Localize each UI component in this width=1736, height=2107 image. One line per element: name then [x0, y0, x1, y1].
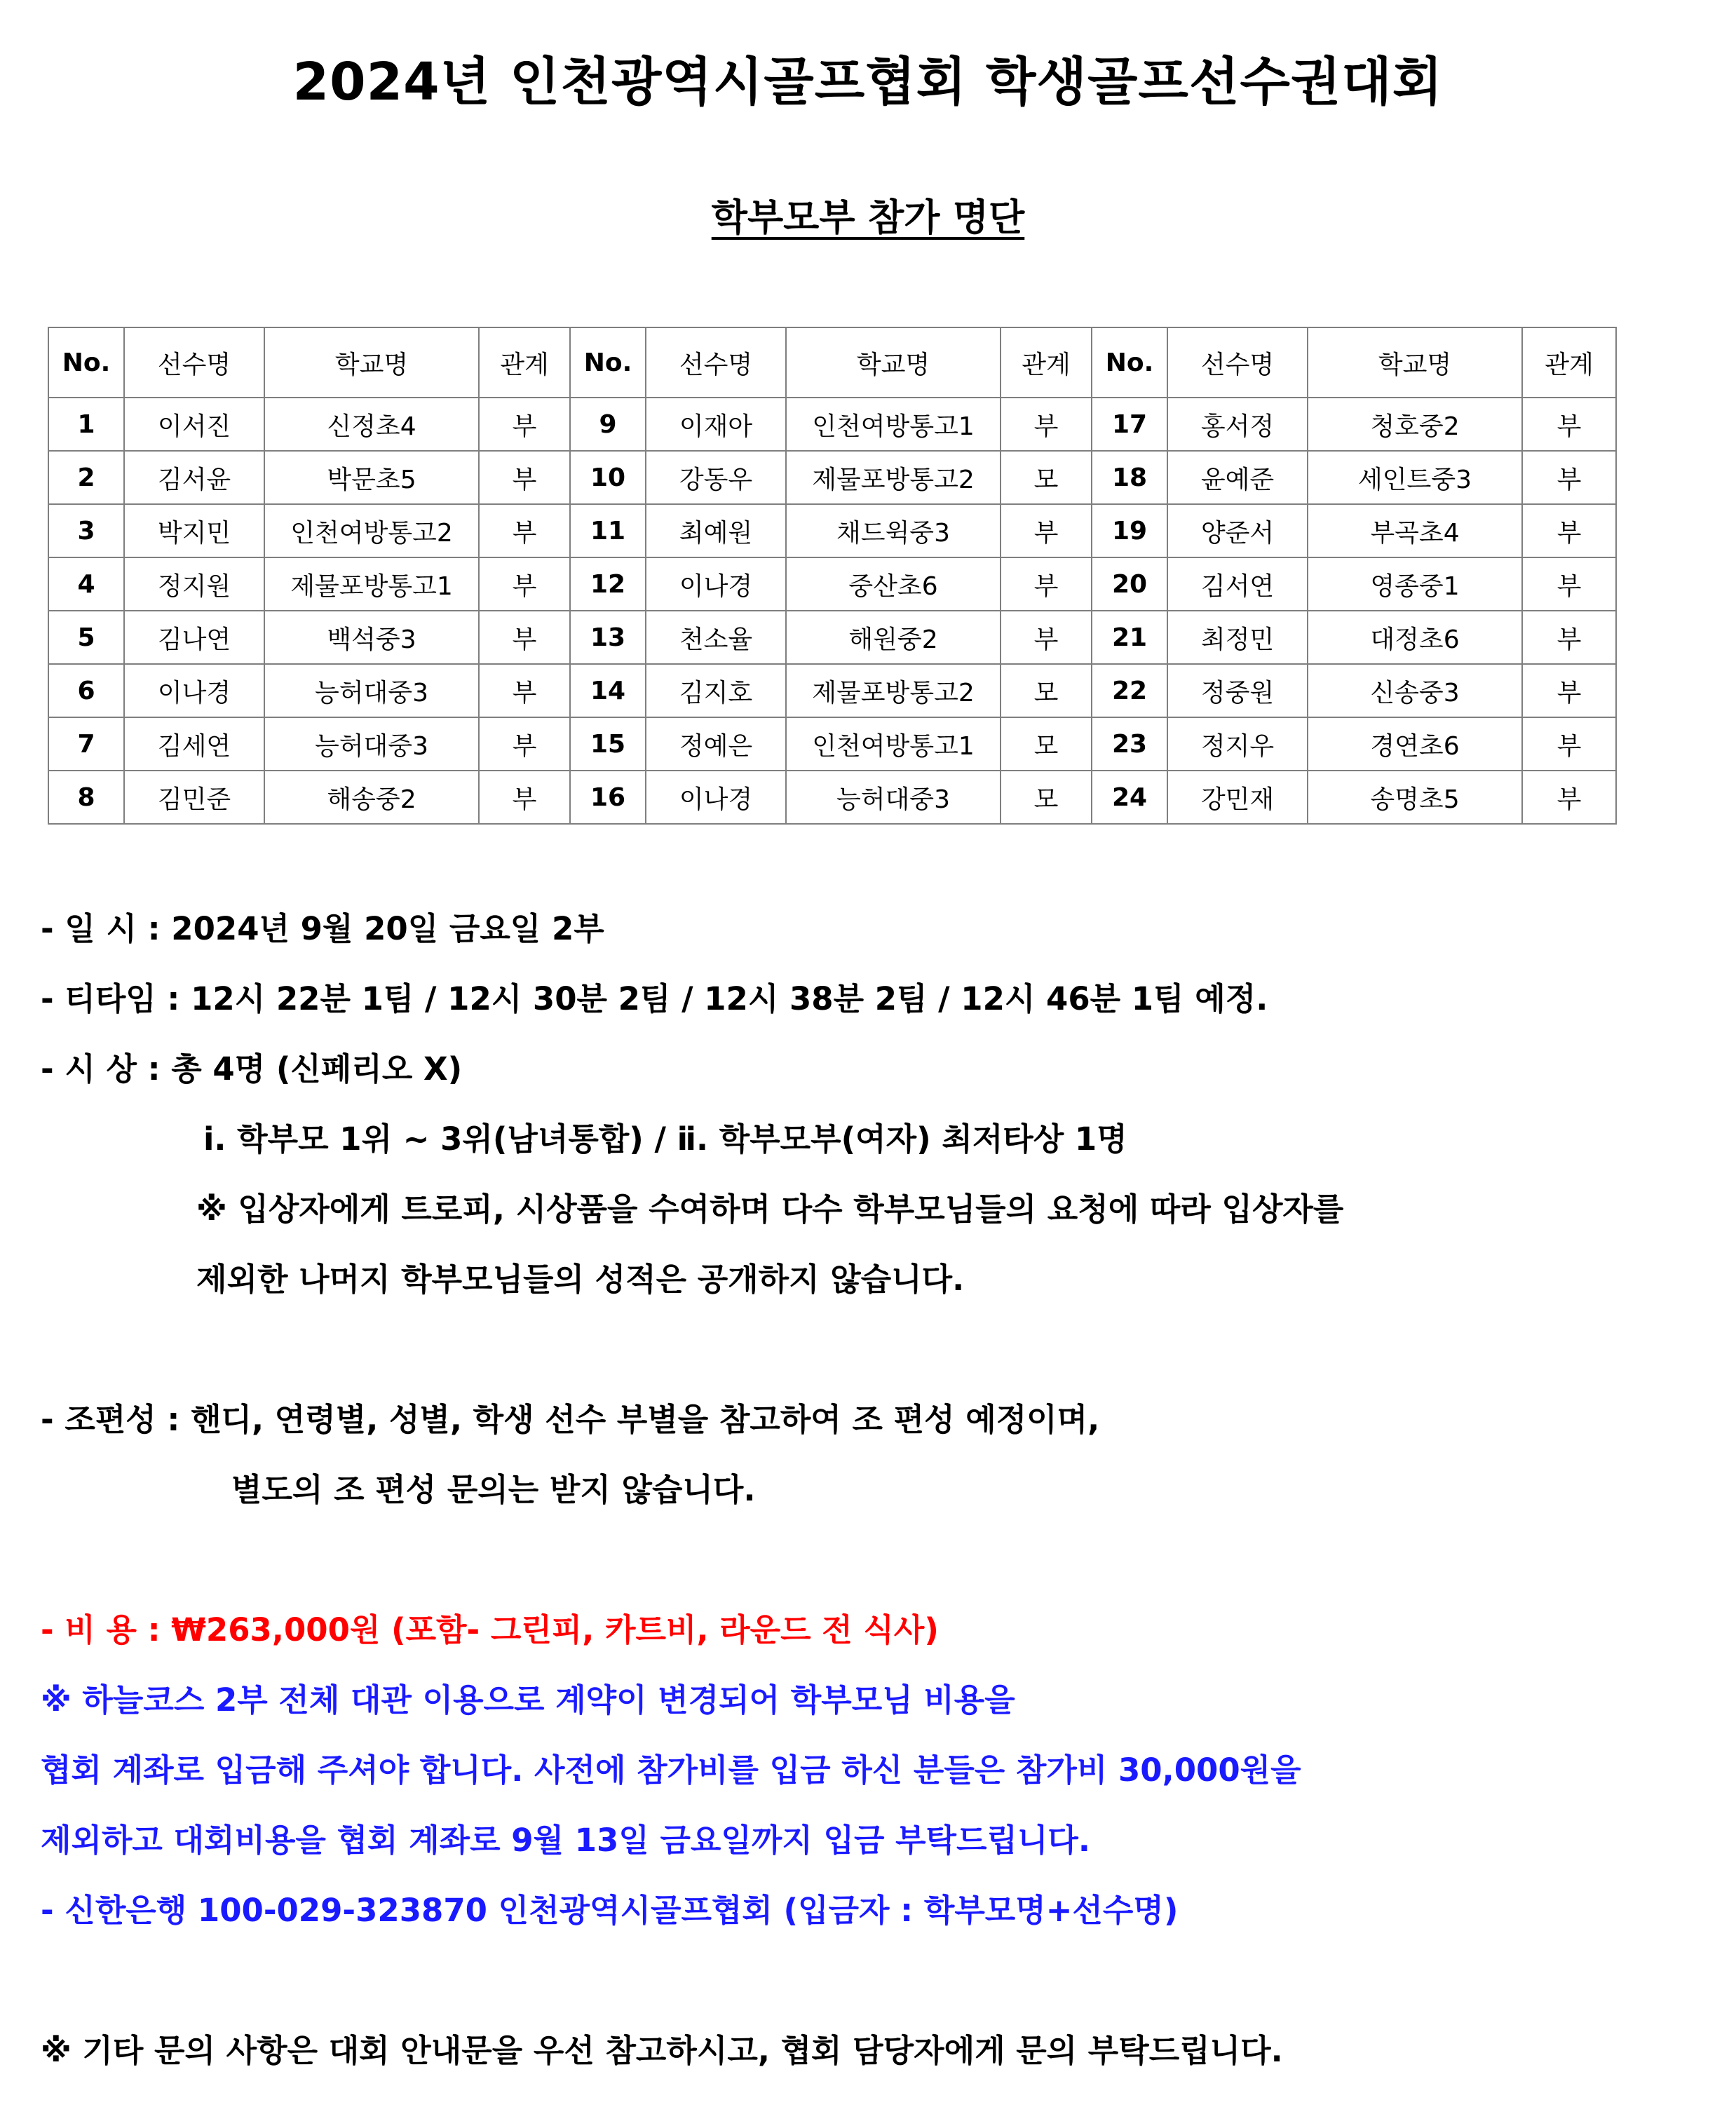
entry-number: 6	[48, 664, 124, 717]
school-header: 학교명	[264, 327, 479, 398]
info-grouping-1: - 조편성 : 핸디, 연령별, 성별, 학생 선수 부별을 참고하여 조 편성 예정이며,	[41, 1401, 1100, 1438]
player-name-header: 선수명	[1167, 327, 1308, 398]
player-name: 이재아	[646, 398, 786, 451]
entry-number: 14	[570, 664, 646, 717]
info-teetime: - 티타임 : 12시 22분 1팀 / 12시 30분 2팀 / 12시 38분 2팀 / 12시 46분 1팀 예정.	[41, 980, 1268, 1017]
relation: 부	[1001, 504, 1092, 557]
entry-number: 15	[570, 717, 646, 771]
school-name: 제물포방통고1	[264, 557, 479, 611]
player-name: 천소율	[646, 611, 786, 664]
page-subtitle	[0, 188, 1736, 241]
relation: 부	[1001, 611, 1092, 664]
player-name: 이나경	[646, 771, 786, 824]
participant-table	[48, 327, 1617, 825]
school-name: 능허대중3	[264, 664, 479, 717]
player-name: 박지민	[124, 504, 264, 557]
player-name: 이나경	[124, 664, 264, 717]
info-award: - 시 상 : 총 4명 (신페리오 X)	[41, 1050, 463, 1088]
notice-line-1: ※ 하늘코스 2부 전체 대관 이용으로 계약이 변경되어 학부모님 비용을	[41, 1681, 1015, 1719]
entry-number: 3	[48, 504, 124, 557]
school-name: 제물포방통고2	[786, 451, 1001, 504]
school-name: 채드윅중3	[786, 504, 1001, 557]
player-name-header: 선수명	[124, 327, 264, 398]
table-row	[48, 717, 1616, 771]
entry-number: 5	[48, 611, 124, 664]
relation: 부	[479, 717, 570, 771]
relation: 부	[479, 611, 570, 664]
school-name: 제물포방통고2	[786, 664, 1001, 717]
entry-number: 22	[1092, 664, 1167, 717]
school-name: 부곡초4	[1308, 504, 1522, 557]
entry-number: 18	[1092, 451, 1167, 504]
relation: 모	[1001, 771, 1092, 824]
school-name: 능허대중3	[786, 771, 1001, 824]
entry-number: 11	[570, 504, 646, 557]
relation: 부	[1522, 398, 1616, 451]
entry-number: 10	[570, 451, 646, 504]
school-header: 학교명	[786, 327, 1001, 398]
relation: 부	[1522, 451, 1616, 504]
school-name: 중산초6	[786, 557, 1001, 611]
entry-number: 8	[48, 771, 124, 824]
relation: 부	[1522, 717, 1616, 771]
relation: 부	[1001, 398, 1092, 451]
school-name: 경연초6	[1308, 717, 1522, 771]
entry-number: 24	[1092, 771, 1167, 824]
bank-account: - 신한은행 100-029-323870 인천광역시골프협회 (입금자 : 학부모명+선수명)	[41, 1892, 1179, 1929]
player-name: 정예은	[646, 717, 786, 771]
player-name: 홍서정	[1167, 398, 1308, 451]
school-name: 영종중1	[1308, 557, 1522, 611]
entry-number: 17	[1092, 398, 1167, 451]
entry-number: 4	[48, 557, 124, 611]
relation: 모	[1001, 664, 1092, 717]
school-header: 학교명	[1308, 327, 1522, 398]
player-name: 윤예준	[1167, 451, 1308, 504]
player-name: 김지호	[646, 664, 786, 717]
school-name: 인천여방통고1	[786, 398, 1001, 451]
player-name: 정지원	[124, 557, 264, 611]
entry-number: 2	[48, 451, 124, 504]
entry-number: 9	[570, 398, 646, 451]
player-name: 김나연	[124, 611, 264, 664]
relation-header: 관계	[479, 327, 570, 398]
relation: 부	[479, 398, 570, 451]
entry-number: 7	[48, 717, 124, 771]
entry-number: 23	[1092, 717, 1167, 771]
table-row	[48, 398, 1616, 451]
footer-note: ※ 기타 문의 사항은 대회 안내문을 우선 참고하시고, 협회 담당자에게 문의 부탁드립니다.	[41, 2032, 1283, 2069]
info-grouping-2: 별도의 조 편성 문의는 받지 않습니다.	[231, 1471, 756, 1508]
info-date: - 일 시 : 2024년 9월 20일 금요일 2부	[41, 910, 604, 947]
relation-header: 관계	[1522, 327, 1616, 398]
player-name: 김서연	[1167, 557, 1308, 611]
player-name: 김세연	[124, 717, 264, 771]
no-header: No.	[1092, 327, 1167, 398]
entry-number: 20	[1092, 557, 1167, 611]
table-body	[48, 398, 1616, 824]
relation: 부	[1522, 664, 1616, 717]
school-name: 대정초6	[1308, 611, 1522, 664]
school-name: 인천여방통고2	[264, 504, 479, 557]
school-name: 인천여방통고1	[786, 717, 1001, 771]
table-row	[48, 771, 1616, 824]
entry-number: 12	[570, 557, 646, 611]
relation: 부	[1522, 557, 1616, 611]
school-name: 송명초5	[1308, 771, 1522, 824]
school-name: 신정초4	[264, 398, 479, 451]
player-name: 이서진	[124, 398, 264, 451]
player-name: 정중원	[1167, 664, 1308, 717]
entry-number: 13	[570, 611, 646, 664]
page-title: 2024년 인천광역시골프협회 학생골프선수권대회	[292, 52, 1444, 112]
school-name: 해원중2	[786, 611, 1001, 664]
player-name: 이나경	[646, 557, 786, 611]
table-header-row	[48, 327, 1616, 398]
entry-number: 1	[48, 398, 124, 451]
school-name: 백석중3	[264, 611, 479, 664]
relation: 부	[479, 664, 570, 717]
relation: 부	[479, 504, 570, 557]
no-header: No.	[48, 327, 124, 398]
player-name: 최정민	[1167, 611, 1308, 664]
school-name: 능허대중3	[264, 717, 479, 771]
table-row	[48, 504, 1616, 557]
relation: 부	[479, 451, 570, 504]
relation-header: 관계	[1001, 327, 1092, 398]
player-name: 정지우	[1167, 717, 1308, 771]
entry-number: 16	[570, 771, 646, 824]
player-name: 강민재	[1167, 771, 1308, 824]
table-row	[48, 611, 1616, 664]
notice-line-3: 제외하고 대회비용을 협회 계좌로 9월 13일 금요일까지 입금 부탁드립니다.	[41, 1822, 1090, 1859]
player-name: 김민준	[124, 771, 264, 824]
relation: 부	[1522, 504, 1616, 557]
school-name: 박문초5	[264, 451, 479, 504]
info-award-detail: ⅰ. 학부모 1위 ~ 3위(남녀통합) / ⅱ. 학부모부(여자) 최저타상 1명	[203, 1120, 1127, 1158]
relation: 부	[1522, 611, 1616, 664]
entry-number: 19	[1092, 504, 1167, 557]
relation: 부	[479, 771, 570, 824]
relation: 모	[1001, 717, 1092, 771]
school-name: 신송중3	[1308, 664, 1522, 717]
info-cost: - 비 용 : ₩263,000원 (포함- 그린피, 카트비, 라운드 전 식사)	[41, 1611, 939, 1648]
table-row	[48, 664, 1616, 717]
school-name: 세인트중3	[1308, 451, 1522, 504]
relation: 부	[479, 557, 570, 611]
player-name-header: 선수명	[646, 327, 786, 398]
entry-number: 21	[1092, 611, 1167, 664]
relation: 모	[1001, 451, 1092, 504]
info-award-note-1: ※ 입상자에게 트로피, 시상품을 수여하며 다수 학부모님들의 요청에 따라 입상자를	[196, 1191, 1344, 1228]
player-name: 강동우	[646, 451, 786, 504]
player-name: 최예원	[646, 504, 786, 557]
school-name: 해송중2	[264, 771, 479, 824]
notice-line-2: 협회 계좌로 입금해 주셔야 합니다. 사전에 참가비를 입금 하신 분들은 참가비 30,000원을	[41, 1752, 1301, 1789]
player-name: 양준서	[1167, 504, 1308, 557]
table-row	[48, 557, 1616, 611]
relation: 부	[1522, 771, 1616, 824]
no-header: No.	[570, 327, 646, 398]
info-award-note-2: 제외한 나머지 학부모님들의 성적은 공개하지 않습니다.	[196, 1261, 965, 1298]
school-name: 청호중2	[1308, 398, 1522, 451]
player-name: 김서윤	[124, 451, 264, 504]
subtitle-text: 학부모부 참가 명단	[711, 196, 1025, 239]
relation: 부	[1001, 557, 1092, 611]
table-row	[48, 451, 1616, 504]
